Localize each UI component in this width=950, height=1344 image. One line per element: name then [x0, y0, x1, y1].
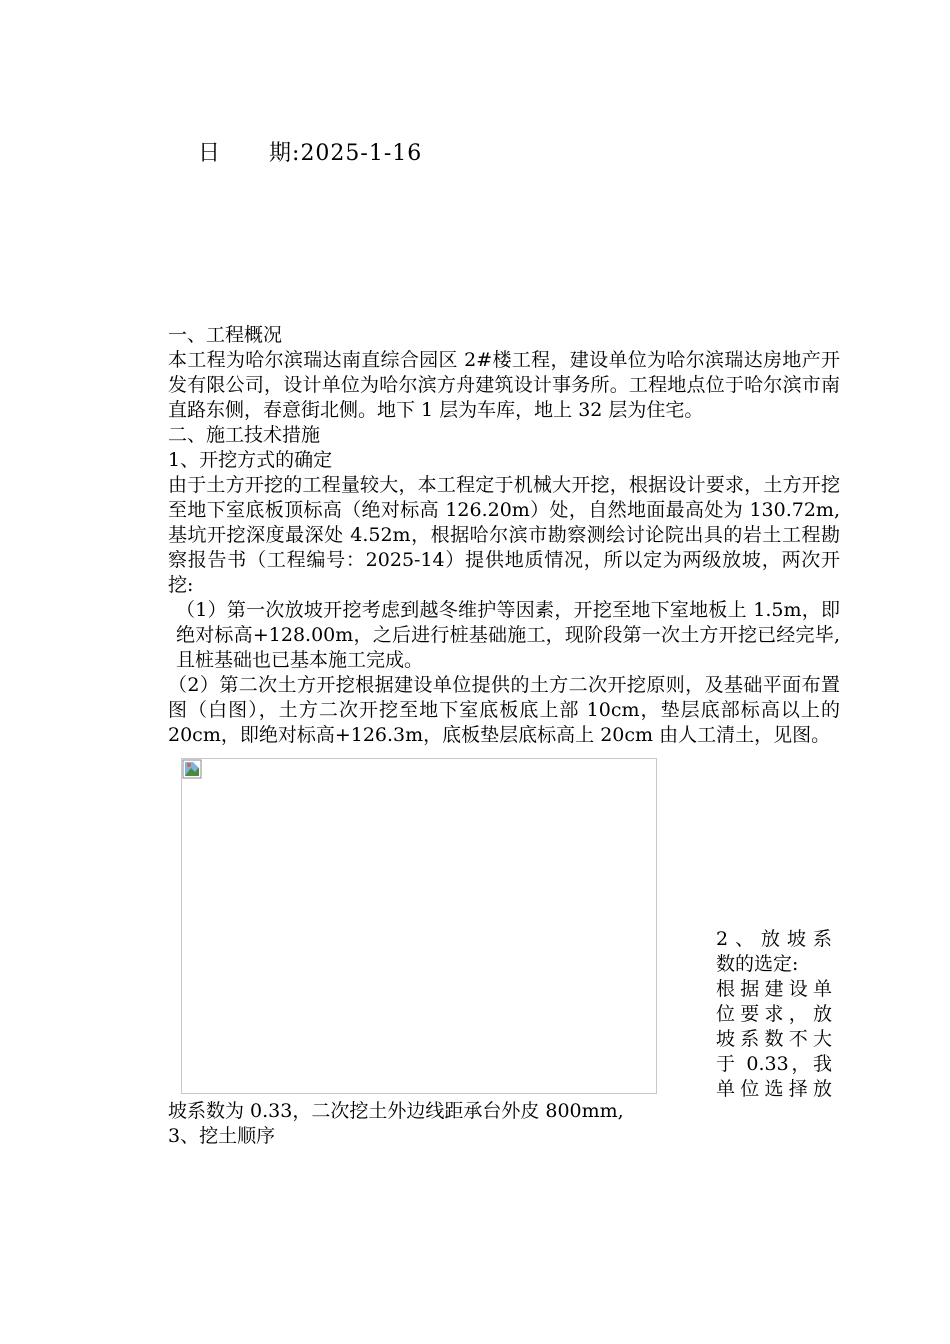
- section-2-1-title: 1、开挖方式的确定: [168, 449, 333, 471]
- date-label-1: 日: [198, 141, 222, 166]
- item-1: （1）第一次放坡开挖考虑到越冬维护等因素，开挖至地下室地板上 1.5m，即绝对标高+128.00m，之后进行桩基础施工，现阶段第一次土方开挖已经完毕,且桩基础也已基本施工完成。: [176, 599, 840, 671]
- side-line-4: 位要求，放: [716, 1003, 832, 1025]
- date-label-2: 期:: [269, 141, 301, 166]
- broken-image-icon: [182, 759, 202, 779]
- side-line-2: 数的选定:: [716, 953, 799, 975]
- after-figure-body: 坡系数为 0.33，二次挖土外边线距承台外皮 800mm,: [168, 1100, 624, 1122]
- side-line-5: 坡系数不大: [716, 1028, 832, 1050]
- side-line-7: 单位选择放: [716, 1078, 832, 1100]
- document-body: [168, 323, 840, 1149]
- date-value: 2025-1-16: [300, 141, 423, 166]
- section-2-1-body: 由于土方开挖的工程量较大，本工程定于机械大开挖，根据设计要求，土方开挖至地下室底板顶标高（绝对标高 126.20m）处，自然地面最高处为 130.72m,基坑开挖深度最深处 4.52m，根据哈尔滨市勘察测绘讨论院出具的岩土工程勘察报告书（工程编号：2025-14）提供地质情况，所以定为两级放坡，两次开挖:: [168, 474, 840, 596]
- side-text: [716, 927, 832, 1102]
- figure-row: [168, 755, 840, 1099]
- section-1-title: 一、工程概况: [168, 324, 283, 346]
- figure-image: [181, 758, 657, 1094]
- side-line-1: 2、放坡系: [716, 928, 832, 950]
- side-line-6: 于 0.33，我: [716, 1053, 832, 1075]
- date-line: [198, 136, 422, 167]
- section-1-body: 本工程为哈尔滨瑞达南直综合园区 2#楼工程，建设单位为哈尔滨瑞达房地产开发有限公司，设计单位为哈尔滨方舟建筑设计事务所。工程地点位于哈尔滨市南直路东侧，春意街北侧。地下 1 层为车库，地上 32 层为住宅。: [168, 349, 840, 421]
- item-2: （2）第二次土方开挖根据建设单位提供的土方二次开挖原则，及基础平面布置图（白图），土方二次开挖至地下室底板底上部 10cm，垫层底部标高以上的 20cm，即绝对标高+126.3m，底板垫层底标高上 20cm 由人工清土，见图。: [168, 674, 840, 746]
- side-line-3: 根据建设单: [716, 978, 832, 1000]
- section-3-title: 3、挖土顺序: [168, 1125, 276, 1147]
- section-2-title: 二、施工技术措施: [168, 424, 321, 446]
